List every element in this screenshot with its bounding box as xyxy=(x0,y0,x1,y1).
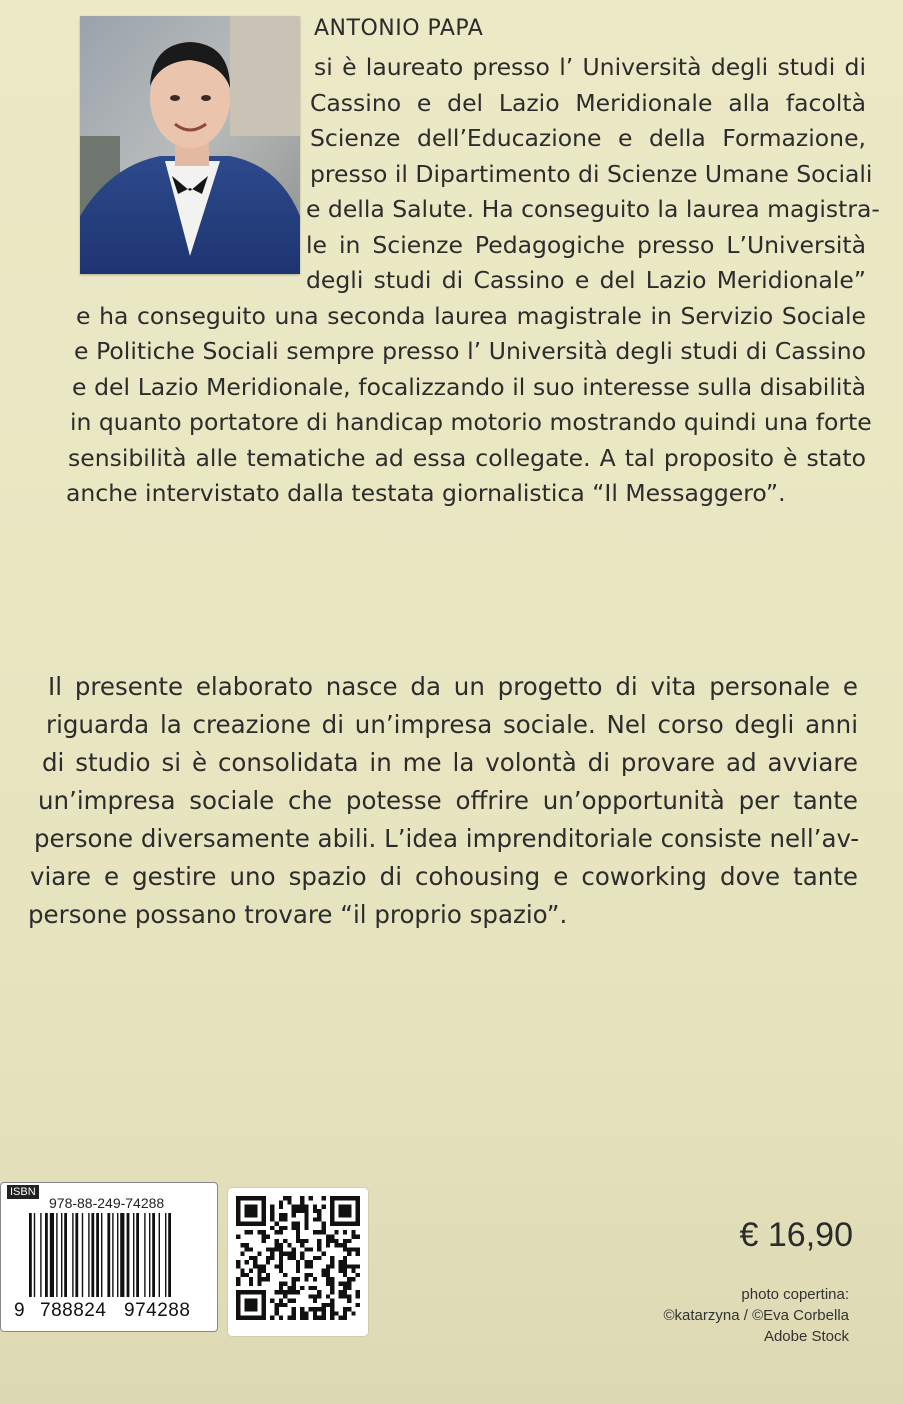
qr-code-icon xyxy=(228,1188,368,1336)
description-line: un’impresa sociale che potesse offrire un’opportunità per tante xyxy=(38,786,858,815)
bio-line: sensibilità alle tematiche ad essa collegate. A tal proposito è stato xyxy=(68,443,866,472)
book-description xyxy=(28,668,858,934)
description-line: persone possano trovare “il proprio spazio”. xyxy=(28,900,568,929)
bio-line: presso il Dipartimento di Scienze Umane Sociali xyxy=(310,159,873,188)
author-biography xyxy=(66,50,880,512)
description-line: riguarda la creazione di un’impresa sociale. Nel corso degli anni xyxy=(46,710,858,739)
bio-line: si è laureato presso l’ Università degli studi di xyxy=(314,53,866,81)
ean-left-digits: 788824 xyxy=(40,1300,107,1321)
credits-line: photo copertina: xyxy=(741,1286,849,1303)
bio-line: Scienze dell’Educazione e della Formazione, xyxy=(310,124,866,152)
price: € 16,90 xyxy=(739,1216,853,1254)
ean-first-digit: 9 xyxy=(14,1300,25,1321)
bio-line: degli studi di Cassino e del Lazio Meridionale” xyxy=(306,266,866,294)
isbn-label: ISBN xyxy=(7,1185,39,1199)
photo-credits xyxy=(663,1284,849,1347)
description-line: di studio si è consolidata in me la volontà di provare ad avviare xyxy=(42,748,858,777)
description-line: Il presente elaborato nasce da un progetto di vita personale e xyxy=(48,672,858,701)
bio-line: e della Salute. Ha conseguito la laurea magistra- xyxy=(306,195,880,223)
credits-line: ©katarzyna / ©Eva Corbella xyxy=(663,1307,849,1324)
bio-line: anche intervistato dalla testata giornalistica “Il Messaggero”. xyxy=(66,479,786,507)
barcode-icon xyxy=(29,1213,209,1297)
bio-line: in quanto portatore di handicap motorio mostrando quindi una forte xyxy=(70,408,872,436)
bio-line: Cassino e del Lazio Meridionale alla facoltà xyxy=(310,88,866,117)
isbn-number: 978-88-249-74288 xyxy=(49,1195,165,1211)
author-name: ANTONIO PAPA xyxy=(314,16,484,41)
description-line: persone diversamente abili. L’idea imprenditoriale consiste nell’av- xyxy=(34,824,860,853)
credits-line: Adobe Stock xyxy=(763,1328,849,1345)
bio-line: e ha conseguito una seconda laurea magistrale in Servizio Sociale xyxy=(76,301,866,330)
bio-line: le in Scienze Pedagogiche presso L’Università xyxy=(306,230,866,259)
bio-line: e Politiche Sociali sempre presso l’ Università degli studi di Cassino xyxy=(74,337,866,365)
bio-line: e del Lazio Meridionale, focalizzando il suo interesse sulla disabilità xyxy=(72,372,866,401)
ean-right-digits: 974288 xyxy=(124,1300,191,1321)
description-line: viare e gestire uno spazio di cohousing e coworking dove tante xyxy=(30,862,858,891)
